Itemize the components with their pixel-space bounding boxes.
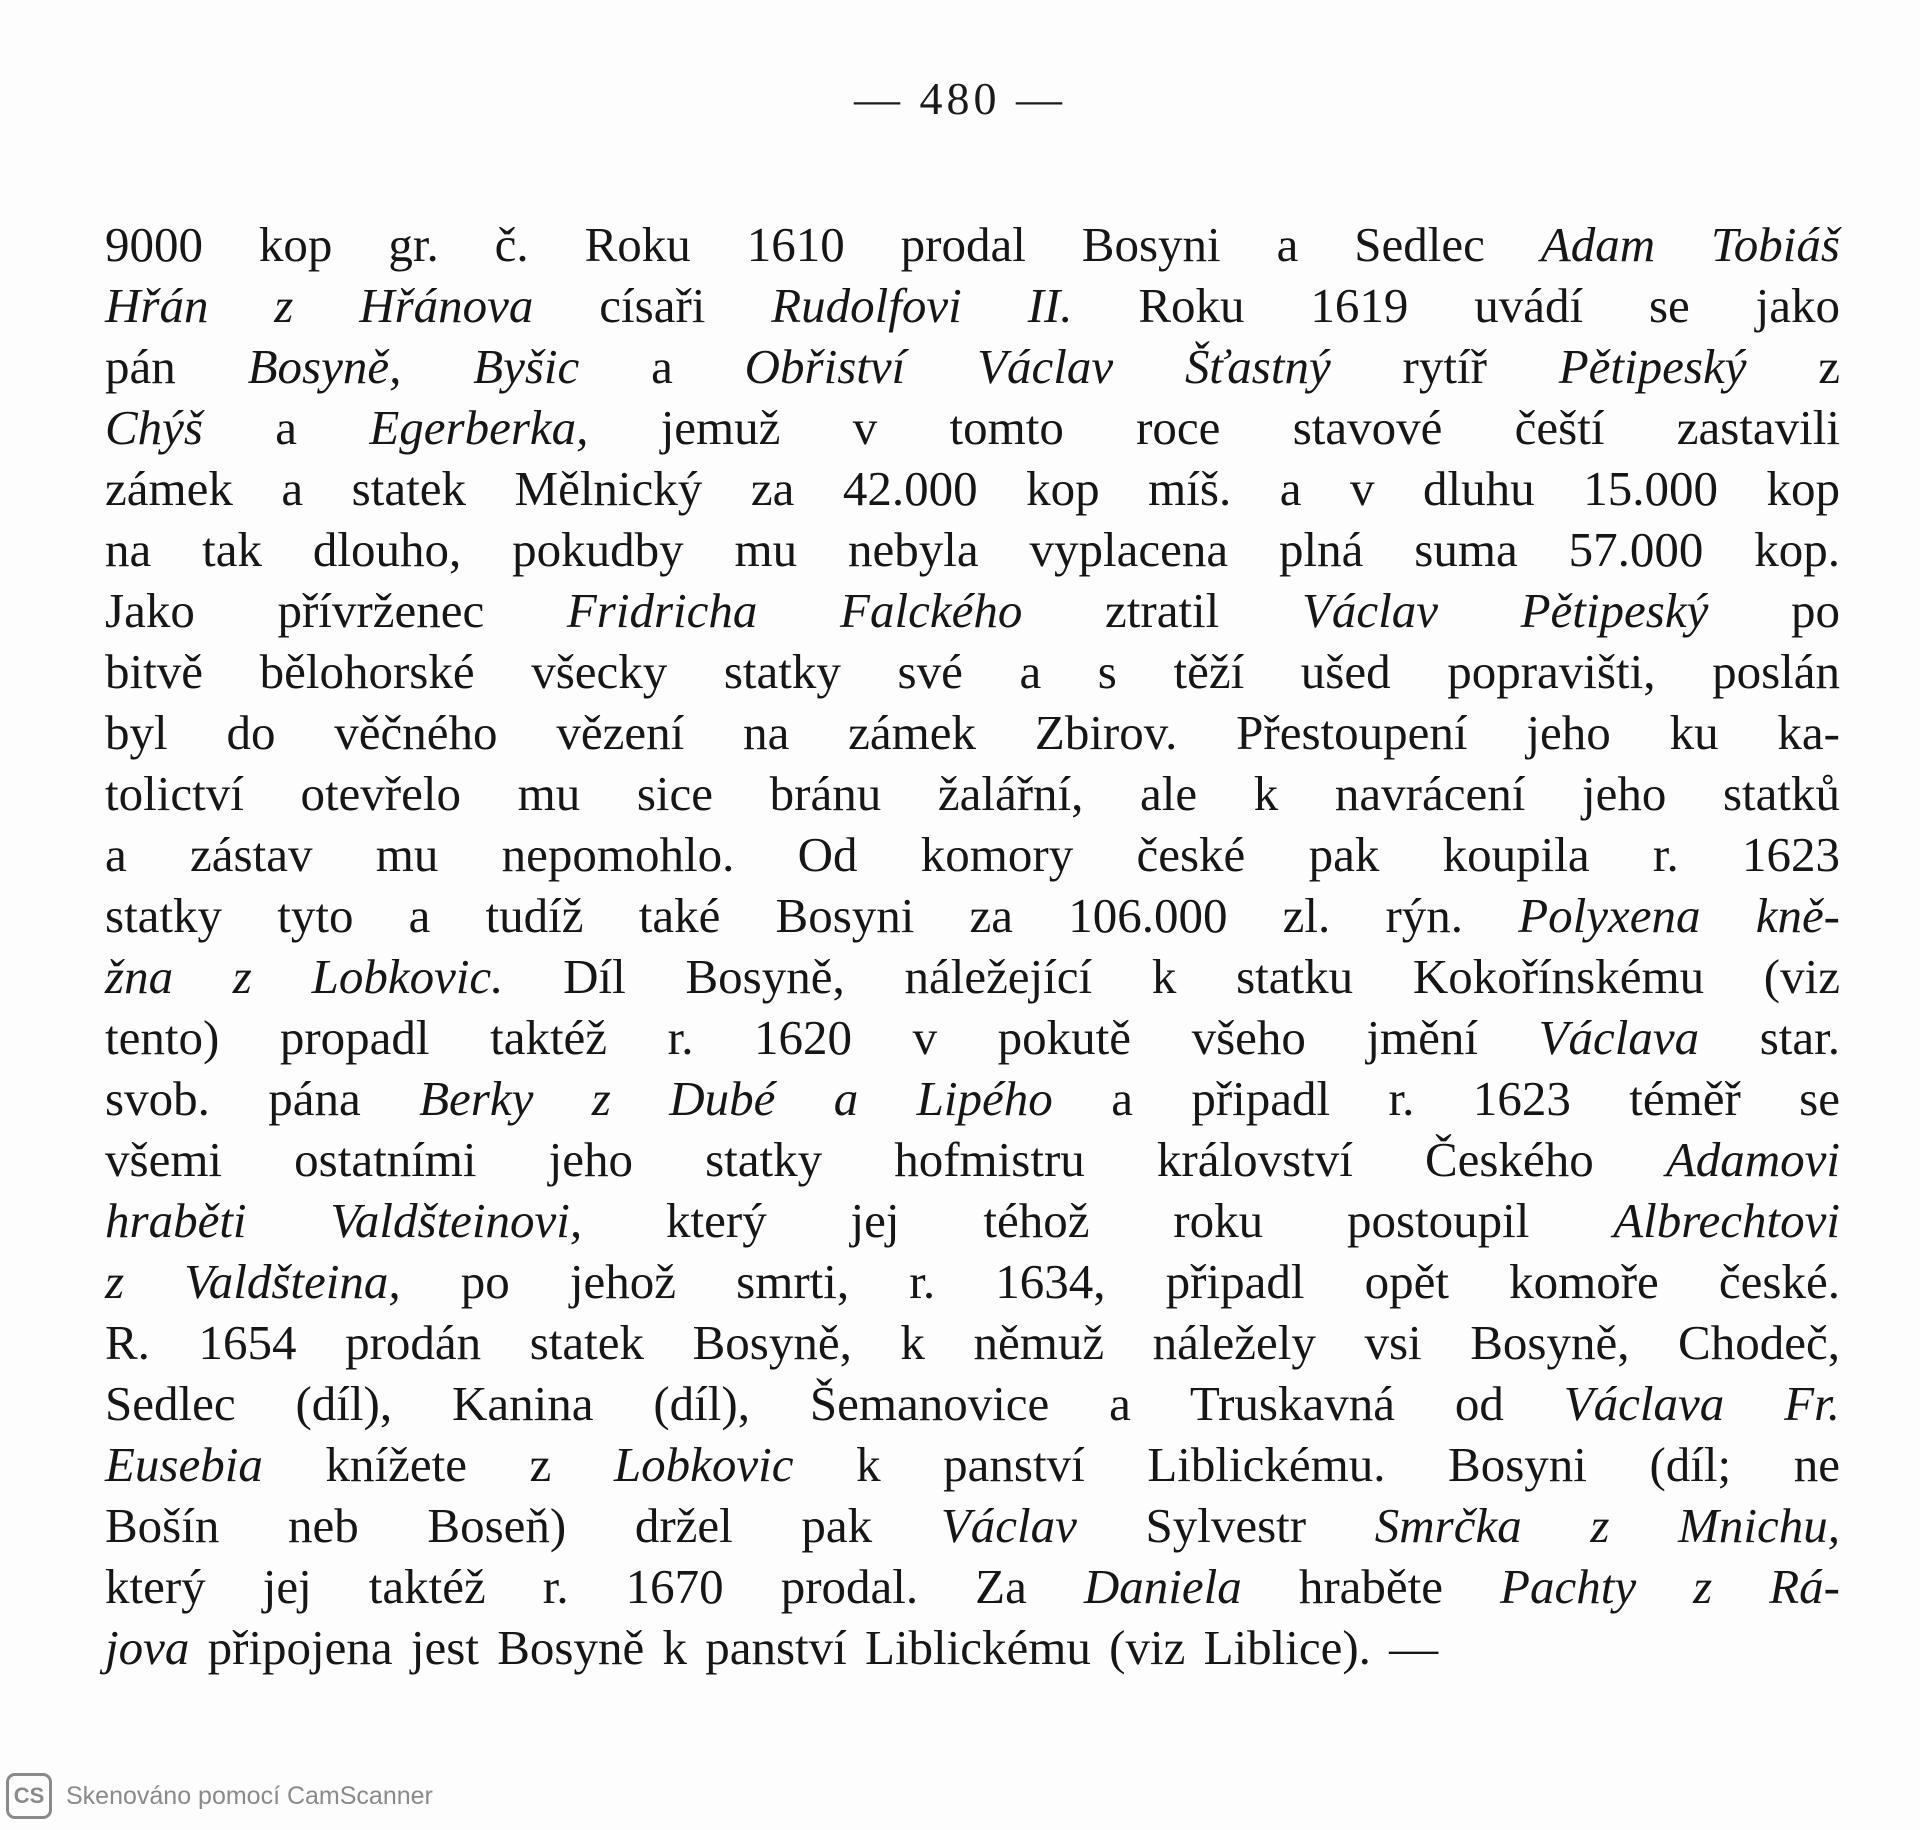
text-span: který jej téhož roku postoupil [582,1193,1614,1248]
italic-name-span: Egerberka, [369,400,589,455]
text-span: star. [1699,1010,1840,1065]
text-line [105,1434,1840,1495]
italic-name-span: Fridricha Falckého [566,583,1023,638]
text-span: a připadl r. 1623 téměř se [1052,1071,1840,1126]
italic-name-span: Berky z Dubé a Lipého [419,1071,1053,1126]
text-span: Sylvestr [1076,1498,1375,1553]
text-span: tento) propadl taktéž r. 1620 v pokutě všeho jmění [105,1010,1539,1065]
italic-name-span: Eusebia [105,1437,263,1492]
text-span: k panství Liblickému. Bosyni (díl; ne [793,1437,1840,1492]
text-line [105,336,1840,397]
text-span: hraběte [1241,1559,1501,1614]
text-line [105,1495,1840,1556]
text-span: pán [105,339,248,394]
italic-name-span: žna z Lobkovic. [105,949,504,1004]
italic-name-span: z Valdšteina, [105,1254,401,1309]
italic-name-span: Rudolfovi II. [771,278,1073,333]
camscanner-watermark [6,1776,433,1816]
italic-name-span: Pětipeský [1558,339,1747,394]
text-span: Roku 1619 uvádí se jako [1072,278,1840,333]
text-span: a zástav mu nepomohlo. Od komory české pak koupila r. 1623 [105,827,1840,882]
text-span: jemuž v tomto roce stavové čeští zastavili [588,400,1841,455]
text-line [105,397,1840,458]
text-line [105,1617,1840,1678]
text-line [105,1312,1840,1373]
text-span: všemi ostatními jeho statky hofmistru království Českého [105,1132,1666,1187]
italic-name-span: jova [105,1620,190,1675]
text-line [105,1373,1840,1434]
italic-name-span: Obřiství Václav Šťastný [744,339,1331,394]
text-span: ztratil [1022,583,1302,638]
text-line [105,1068,1840,1129]
text-line [105,1251,1840,1312]
text-line [105,214,1840,275]
text-span: svob. pána [105,1071,420,1126]
text-span: a [579,339,745,394]
italic-name-span: Adamovi [1665,1132,1840,1187]
italic-name-span: Pachty z Rá- [1500,1559,1840,1614]
text-line [105,946,1840,1007]
text-line [105,1190,1840,1251]
text-line [105,458,1840,519]
text-line [105,641,1840,702]
text-line [105,885,1840,946]
text-span: zámek a statek Mělnický za 42.000 kop míš. a v dluhu 15.000 kop [105,461,1840,516]
italic-name-span: Polyxena kně- [1518,888,1841,943]
text-line [105,1007,1840,1068]
text-line [105,1556,1840,1617]
italic-name-span: Hřán z Hřánova [105,278,534,333]
text-span: tolictví otevřelo mu sice bránu žalářní, ale k navrácení jeho statků [105,766,1840,821]
italic-name-span: Smrčka z Mnichu, [1374,1498,1840,1553]
italic-name-span: hraběti Valdšteinovi, [105,1193,583,1248]
text-line [105,824,1840,885]
text-span: z [1746,339,1841,394]
text-line [105,763,1840,824]
text-span: 9000 kop gr. č. Roku 1610 prodal Bosyni a Sedlec [105,217,1541,272]
italic-name-span: Lobkovic [613,1437,794,1492]
text-span: po jehož smrti, r. 1634, připadl opět komoře české. [400,1254,1840,1309]
text-span: byl do věčného vězení na zámek Zbirov. Přestoupení jeho ku ka- [105,705,1840,760]
text-span: a [203,400,370,455]
text-line [105,702,1840,763]
text-span: statky tyto a tudíž také Bosyni za 106.000 zl. rýn. [105,888,1519,943]
text-span: Díl Bosyně, náležející k statku Kokořínskému (viz [503,949,1840,1004]
italic-name-span: Bosyně, Byšic [247,339,580,394]
italic-name-span: Adam Tobiáš [1540,217,1840,272]
text-span: R. 1654 prodán statek Bosyně, k němuž náležely vsi Bosyně, Chodeč, [105,1315,1840,1370]
text-span: bitvě bělohorské všecky statky své a s těží ušed popravišti, poslán [105,644,1840,699]
camscanner-logo-icon: CS [6,1773,52,1819]
body-text [105,214,1840,1678]
text-span: Bošín neb Boseň) držel pak [105,1498,941,1553]
text-span: který jej taktéž r. 1670 prodal. Za [105,1559,1084,1614]
text-span: císaři [533,278,772,333]
italic-name-span: Václava Fr. [1563,1376,1840,1431]
text-line [105,519,1840,580]
text-span: Jako přívrženec [105,583,567,638]
italic-name-span: Chýš [105,400,203,455]
italic-name-span: Václav Pětipeský [1301,583,1709,638]
italic-name-span: Václava [1538,1010,1700,1065]
text-span: knížete z [262,1437,614,1492]
text-line [105,1129,1840,1190]
italic-name-span: Daniela [1083,1559,1242,1614]
text-span: připojena jest Bosyně k panství Liblickému (viz Liblice). — [189,1620,1439,1675]
text-span: rytíř [1330,339,1559,394]
italic-name-span: Václav [940,1498,1077,1553]
text-line [105,580,1840,641]
italic-name-span: Albrechtovi [1613,1193,1840,1248]
camscanner-label: Skenováno pomocí CamScanner [66,1781,433,1810]
page-number: — 480 — [854,73,1066,124]
text-span: po [1708,583,1841,638]
text-span: Sedlec (díl), Kanina (díl), Šemanovice a Truskavná od [105,1376,1564,1431]
text-span: na tak dlouho, pokudby mu nebyla vyplacena plná suma 57.000 kop. [105,522,1840,577]
text-line [105,275,1840,336]
